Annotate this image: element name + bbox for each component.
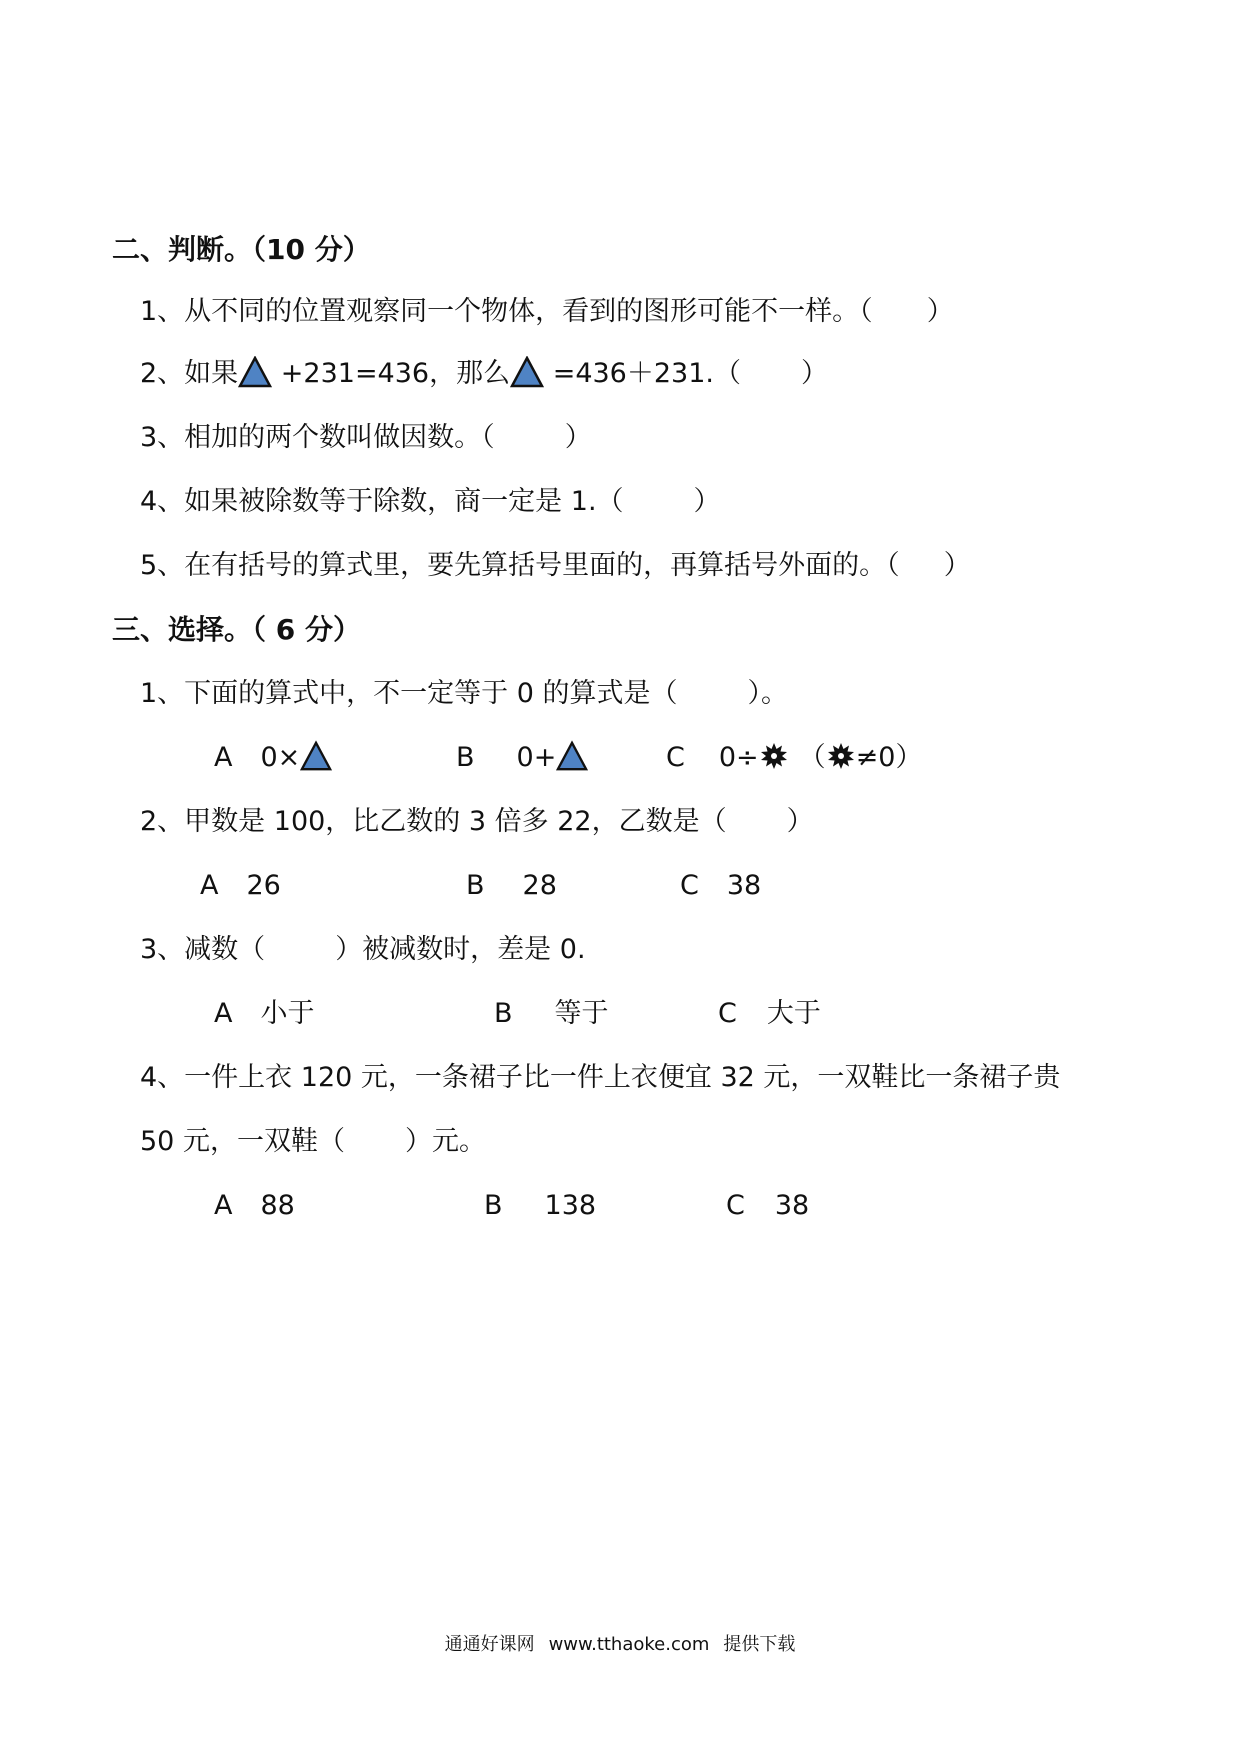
triangle-icon bbox=[510, 356, 544, 398]
section-2-heading: 二、判断。（10 分） bbox=[112, 233, 371, 266]
item-text: 3、相加的两个数叫做因数。（ bbox=[140, 422, 495, 453]
question-text: 2、甲数是 100，比乙数的 3 倍多 22，乙数是（ bbox=[140, 806, 727, 837]
question-text: 4、一件上衣 120 元，一条裙子比一件上衣便宜 32 元，一双鞋比一条裙子贵 bbox=[140, 1062, 1061, 1093]
judgment-item-3 bbox=[140, 420, 592, 456]
judgment-item-4 bbox=[140, 484, 721, 520]
q1-option-c bbox=[666, 740, 922, 780]
option-value: 等于 bbox=[554, 998, 609, 1029]
star-icon bbox=[826, 742, 856, 780]
option-expression: 0÷ bbox=[718, 742, 759, 773]
answer-close-paren: ） bbox=[564, 422, 592, 453]
q2-option-a bbox=[200, 868, 281, 904]
option-value: 38 bbox=[726, 870, 762, 901]
question-text: 50 元，一双鞋（ bbox=[140, 1126, 345, 1157]
item-text: 1、从不同的位置观察同一个物体，看到的图形可能不一样。（ bbox=[140, 296, 873, 327]
question-text: 3、减数（ bbox=[140, 934, 266, 965]
judgment-item-2 bbox=[140, 356, 828, 398]
option-letter: C bbox=[726, 1190, 745, 1221]
option-value: 26 bbox=[246, 870, 281, 901]
question-text: 1、下面的算式中，不一定等于 0 的算式是（ bbox=[140, 678, 678, 709]
condition-open-paren: （ bbox=[798, 742, 826, 773]
footer-note: 提供下载 bbox=[723, 1634, 796, 1655]
answer-close-paren: ） bbox=[786, 806, 814, 837]
option-letter: B bbox=[456, 742, 475, 773]
choice-question-3 bbox=[140, 932, 586, 968]
page-footer bbox=[0, 1630, 1240, 1656]
judgment-item-5 bbox=[140, 548, 971, 584]
option-letter: A bbox=[214, 1190, 233, 1221]
section-3-heading: 三、选择。（ 6 分） bbox=[112, 613, 361, 646]
item-prefix: 2、如果 bbox=[140, 358, 239, 389]
item-suffix: =436＋231.（ bbox=[552, 358, 741, 389]
choice-question-4 bbox=[140, 1060, 1060, 1096]
answer-close-paren: ）。 bbox=[747, 678, 789, 709]
option-letter: A bbox=[214, 998, 233, 1029]
option-value: 38 bbox=[774, 1190, 810, 1221]
option-value: 88 bbox=[260, 1190, 295, 1221]
item-text: 4、如果被除数等于除数，商一定是 1.（ bbox=[140, 486, 624, 517]
question-text-after: ）被减数时，差是 0. bbox=[335, 934, 586, 965]
answer-close-paren: ） bbox=[943, 550, 971, 581]
choice-question-2 bbox=[140, 804, 814, 840]
triangle-icon bbox=[556, 740, 588, 782]
option-letter: C bbox=[666, 742, 685, 773]
item-mid: +231=436，那么 bbox=[280, 358, 511, 389]
choice-question-4-line2 bbox=[140, 1124, 486, 1160]
answer-close-paren: ） bbox=[926, 296, 954, 327]
condition-text: ≠0） bbox=[855, 742, 923, 773]
q4-option-b bbox=[484, 1188, 596, 1224]
q4-option-c bbox=[726, 1188, 809, 1224]
option-expression: 0+ bbox=[516, 742, 557, 773]
star-icon bbox=[759, 742, 789, 780]
option-letter: B bbox=[484, 1190, 503, 1221]
option-letter: B bbox=[466, 870, 485, 901]
q2-option-b bbox=[466, 868, 557, 904]
footer-site-name: 通通好课网 bbox=[444, 1634, 535, 1655]
triangle-icon bbox=[238, 356, 272, 398]
option-value: 138 bbox=[544, 1190, 597, 1221]
q3-option-b bbox=[494, 996, 609, 1032]
option-letter: A bbox=[214, 742, 233, 773]
item-text: 5、在有括号的算式里，要先算括号里面的，再算括号外面的。（ bbox=[140, 550, 900, 581]
footer-url[interactable]: www.tthaoke.com bbox=[548, 1634, 710, 1655]
option-value: 小于 bbox=[260, 998, 315, 1029]
answer-close-paren: ） bbox=[693, 486, 721, 517]
option-letter: B bbox=[494, 998, 513, 1029]
q3-option-c bbox=[718, 996, 821, 1032]
judgment-item-1 bbox=[140, 294, 954, 330]
answer-close-paren: ） bbox=[800, 358, 828, 389]
triangle-icon bbox=[300, 740, 332, 782]
q2-option-c bbox=[680, 868, 761, 904]
option-letter: C bbox=[680, 870, 699, 901]
choice-question-1 bbox=[140, 676, 788, 712]
option-letter: C bbox=[718, 998, 737, 1029]
option-expression: 0× bbox=[260, 742, 301, 773]
q4-option-a bbox=[214, 1188, 295, 1224]
option-value: 28 bbox=[522, 870, 557, 901]
answer-close-paren: ）元。 bbox=[404, 1126, 486, 1157]
q1-option-a bbox=[214, 740, 332, 782]
q1-option-b bbox=[456, 740, 588, 782]
option-letter: A bbox=[200, 870, 219, 901]
q3-option-a bbox=[214, 996, 314, 1032]
option-value: 大于 bbox=[766, 998, 821, 1029]
